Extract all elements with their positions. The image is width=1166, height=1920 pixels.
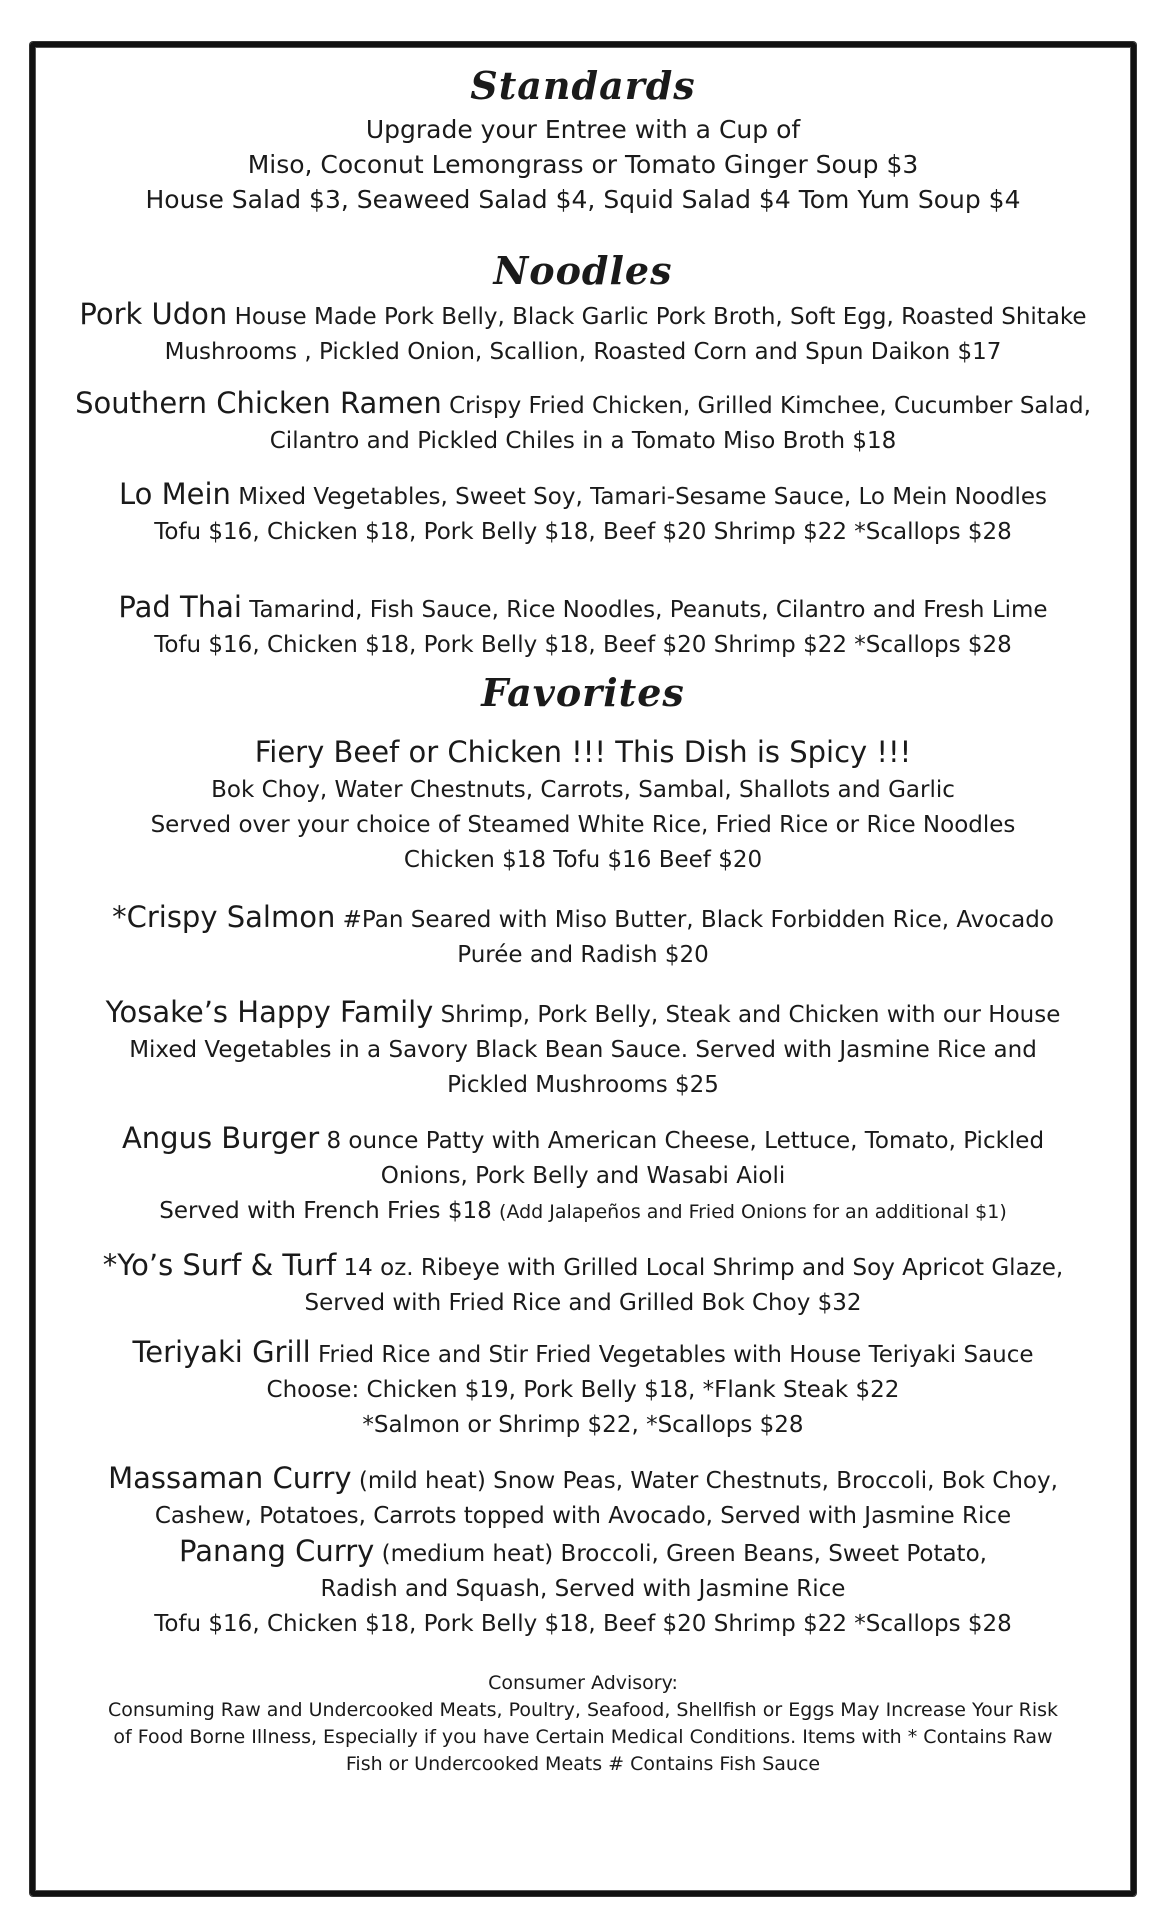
advisory-text: Consuming Raw and Undercooked Meats, Poultry, Seafood, Shellfish or Eggs May Increase Your Risk <box>107 1699 1059 1721</box>
item-description: Fried Rice and Stir Fried Vegetables with House Teriyaki Sauce <box>310 1342 1034 1368</box>
item-name: Angus Burger <box>121 1121 320 1155</box>
item-description: Cashew, Potatoes, Carrots topped with Avocado, Served with Jasmine Rice <box>154 1503 1012 1529</box>
standards-line: Upgrade your Entree with a Cup of <box>365 115 801 144</box>
menu-content <box>38 60 1128 1778</box>
advisory-text: Fish or Undercooked Meats # Contains Fish Sauce <box>345 1753 821 1775</box>
item-name: Yosake’s Happy Family <box>105 995 434 1029</box>
item-description: Radish and Squash, Served with Jasmine Rice <box>320 1576 846 1602</box>
item-name: *Crispy Salmon <box>112 900 336 934</box>
item-description: Bok Choy, Water Chestnuts, Carrots, Sambal, Shallots and Garlic <box>211 777 955 803</box>
item-name: Massaman Curry <box>108 1461 352 1495</box>
item-description: (medium heat) Broccoli, Green Beans, Sweet Potato, <box>374 1541 987 1567</box>
item-description: Mushrooms , Pickled Onion, Scallion, Roasted Corn and Spun Daikon $17 <box>164 339 1002 365</box>
standards-line: House Salad $3, Seaweed Salad $4, Squid Salad $4 Tom Yum Soup $4 <box>145 185 1021 214</box>
item-description: Mixed Vegetables, Sweet Soy, Tamari-Sesame Sauce, Lo Mein Noodles <box>230 484 1047 510</box>
item-description: Served over your choice of Steamed White Rice, Fried Rice or Rice Noodles <box>150 812 1016 838</box>
item-note: (Add Jalapeños and Fried Onions for an additional $1) <box>499 1201 1007 1223</box>
item-description: (mild heat) Snow Peas, Water Chestnuts, Broccoli, Bok Choy, <box>351 1468 1058 1494</box>
item-description: Cilantro and Pickled Chiles in a Tomato Miso Broth $18 <box>269 428 897 454</box>
menu-item-pad-thai <box>38 590 1128 663</box>
item-name: *Yo’s Surf & Turf <box>102 1248 337 1282</box>
item-prices: Choose: Chicken $19, Pork Belly $18, *Flank Steak $22 <box>266 1377 900 1403</box>
menu-item-panang-curry <box>38 1534 1128 1642</box>
menu-item-happy-family <box>38 995 1128 1103</box>
item-description: Tamarind, Fish Sauce, Rice Noodles, Peanuts, Cilantro and Fresh Lime <box>241 597 1048 623</box>
item-name: Panang Curry <box>179 1534 375 1568</box>
item-description: 14 oz. Ribeye with Grilled Local Shrimp and Soy Apricot Glaze, <box>336 1255 1064 1281</box>
item-description: Mixed Vegetables in a Savory Black Bean Sauce. Served with Jasmine Rice and <box>129 1037 1037 1063</box>
item-name: Lo Mein <box>119 477 231 511</box>
favorites-title: Favorites <box>481 670 685 715</box>
item-description: Purée and Radish $20 <box>457 942 709 968</box>
menu-item-crispy-salmon <box>38 900 1128 973</box>
item-description: Shrimp, Pork Belly, Steak and Chicken with our House <box>433 1002 1061 1028</box>
menu-item-teriyaki-grill <box>38 1335 1128 1443</box>
menu-item-fiery-beef <box>38 735 1128 878</box>
item-description: House Made Pork Belly, Black Garlic Pork Broth, Soft Egg, Roasted Shitake <box>227 304 1087 330</box>
item-name: Southern Chicken Ramen <box>75 386 442 420</box>
menu-item-massaman-curry <box>38 1461 1128 1534</box>
item-name: Pad Thai <box>118 590 242 624</box>
menu-item-lo-mein <box>38 477 1128 550</box>
item-description: Served with Fried Rice and Grilled Bok Choy $32 <box>304 1290 862 1316</box>
advisory-title: Consumer Advisory: <box>488 1672 678 1694</box>
item-prices: Tofu $16, Chicken $18, Pork Belly $18, Beef $20 Shrimp $22 *Scallops $28 <box>154 632 1012 658</box>
item-prices: Tofu $16, Chicken $18, Pork Belly $18, Beef $20 Shrimp $22 *Scallops $28 <box>154 1611 1012 1637</box>
item-prices: Chicken $18 Tofu $16 Beef $20 <box>403 847 763 873</box>
standards-line: Miso, Coconut Lemongrass or Tomato Ginger Soup $3 <box>247 150 919 179</box>
item-description: Pickled Mushrooms $25 <box>447 1072 719 1098</box>
item-name: Fiery Beef or Chicken !!! This Dish is Spicy !!! <box>254 735 912 769</box>
item-name: Pork Udon <box>79 297 228 331</box>
noodles-title: Noodles <box>493 248 673 293</box>
standards-title: Standards <box>470 63 696 108</box>
item-description: Served with French Fries $18 <box>159 1198 500 1224</box>
item-description: Onions, Pork Belly and Wasabi Aioli <box>380 1163 786 1189</box>
item-description: 8 ounce Patty with American Cheese, Lettuce, Tomato, Pickled <box>319 1128 1045 1154</box>
consumer-advisory <box>38 1670 1128 1778</box>
menu-item-angus-burger <box>38 1121 1128 1230</box>
menu-item-surf-turf <box>38 1248 1128 1321</box>
item-prices: Tofu $16, Chicken $18, Pork Belly $18, Beef $20 Shrimp $22 *Scallops $28 <box>154 519 1012 545</box>
menu-item-pork-udon <box>38 297 1128 370</box>
menu-item-southern-chicken-ramen <box>38 386 1128 459</box>
item-prices: *Salmon or Shrimp $22, *Scallops $28 <box>362 1412 804 1438</box>
advisory-text: of Food Borne Illness, Especially if you have Certain Medical Conditions. Items with * Contains Raw <box>113 1726 1053 1748</box>
item-description: #Pan Seared with Miso Butter, Black Forbidden Rice, Avocado <box>335 907 1054 933</box>
item-description: Crispy Fried Chicken, Grilled Kimchee, Cucumber Salad, <box>441 393 1091 419</box>
item-name: Teriyaki Grill <box>132 1335 311 1369</box>
